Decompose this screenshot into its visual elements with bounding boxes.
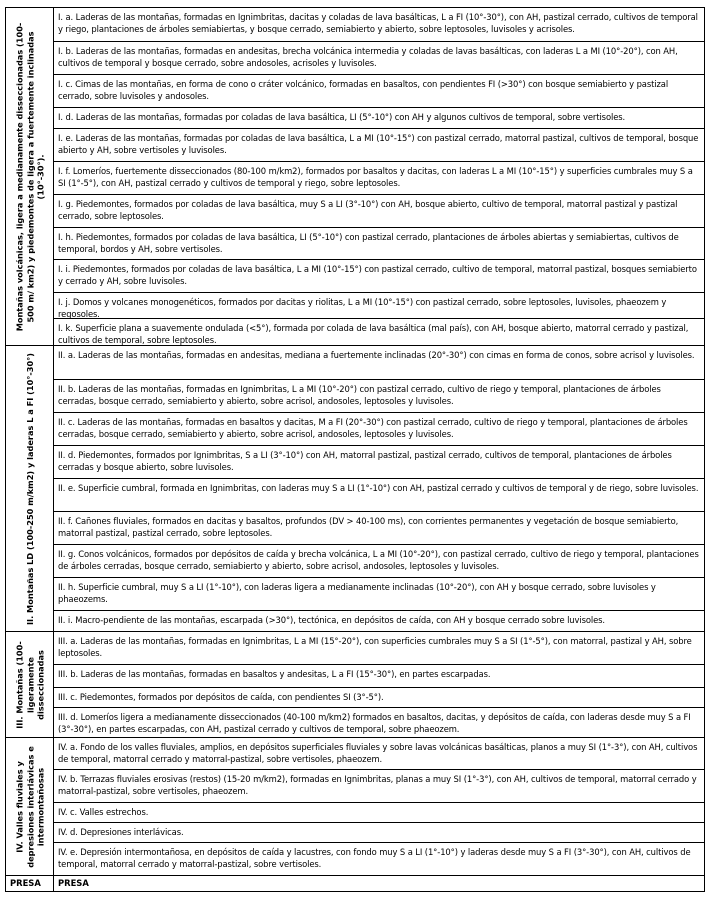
table-row: II. c. Laderas de las montañas, formadas en basaltos y dacitas, M a FI (20°-30°) con pastizal cerrado, cultivo de riego y temporal, plantaciones de árboles cerradas, bosque cerrado, semiabierto y abierto, sobre acrisol, andosoles, leptosoles y luvisoles. (54, 412, 704, 445)
table-row: II. e. Superficie cumbral, formada en Ignimbritas, con laderas muy S a LI (1°-10°) con AH, pastizal cerrado y cultivos de temporal y de riego, sobre luvisoles. (54, 478, 704, 511)
table-row: II. b. Laderas de las montañas, formadas en Ignimbritas, L a MI (10°-20°) con pastizal cerrado, cultivo de riego y temporal, plantaciones de árboles cerradas, bosque cerrado, semiabierto y abierto, sobre acrisol, andosoles, leptosoles y luvisoles. (54, 379, 704, 412)
table-row: II. a. Laderas de las montañas, formadas en andesitas, mediana a fuertemente inclinadas (20°-30°) con cimas en forma de conos, sobre acrisol y luvisoles. (58, 350, 695, 360)
group-label: Montañas volcánicas, ligera a medianamente disseccionadas (100-500 m/ km2) y piedemontes de ligera a fuertemente inclinadas (10°-30°). (13, 22, 45, 331)
table-row: I. e. Laderas de las montañas, formadas por coladas de lava basáltica, L a MI (10°-15°) con pastizal cerrado, matorral pastizal, cultivos de temporal, bosque abierto y AH, sobre vertisoles y luvisoles. (54, 128, 704, 161)
table-row: II. i. Macro-pendiente de las montañas, escarpada (>30°), tectónica, en depósitos de caída, con AH y bosque cerrado sobre luvisoles. (54, 610, 704, 632)
group-label-cell (6, 632, 54, 737)
group-rows (54, 632, 704, 737)
table-row: III. a. Laderas de las montañas, formadas en Ignimbritas, L a MI (15°-20°), con superficies cumbrales muy S a SI (1°-5°), con matorral, pastizal y AH, sobre leptosoles. (58, 636, 692, 658)
table-row: III. c. Piedemontes, formados por depósitos de caída, con pendientes SI (3°-5°). (54, 687, 704, 707)
table-row: I. k. Superficie plana a suavemente ondulada (<5°), formada por colada de lava basáltica (mal país), con AH, bosque abierto, matorral cerrado y pastizal, cultivos de temporal, sobre leptosoles. (54, 318, 704, 345)
table-row: IV. e. Depresión intermontañosa, en depósitos de caída y lacustres, con fondo muy S a LI (1°-10°) y laderas desde muy S a FI (3°-30°), con AH, cultivos de temporal, matorral cerrado y matorral-pastizal, sobre vertisoles. (54, 842, 704, 876)
group-label: II. Montañas LD (100-250 m/km2) y laderas L a FI (10°-30°) (24, 352, 35, 625)
table-row: II. f. Cañones fluviales, formados en dacitas y basaltos, profundos (DV > 40-100 ms), con corrientes permanentes y vegetación de bosque semiabierto, matorral pastizal, pastizal cerrado, sobre leptosoles. (54, 511, 704, 544)
group-iv (6, 737, 704, 875)
table-row: I. h. Piedemontes, formados por coladas de lava basáltica, LI (5°-10°) con pastizal cerrado, plantaciones de árboles abiertas y semiabiertas, cultivos de temporal, bordos y AH, sobre vertisoles. (54, 227, 704, 259)
table-row: IV. b. Terrazas fluviales erosivas (restos) (15-20 m/km2), formadas en Ignimbritas, planas a muy SI (1°-3°), con AH, cultivos de temporal, matorral cerrado y matorral-pastizal, sobre vertisoles, phaeozem. (54, 769, 704, 802)
table-row: I. b. Laderas de las montañas, formadas en andesitas, brecha volcánica intermedia y coladas de lavas basálticas, con laderas L a MI (10°-20°), con AH, cultivos de temporal y bosque cerrado, sobre andosoles, acrisoles y luvisoles. (54, 41, 704, 74)
table-row: IV. d. Depresiones interlávicas. (54, 822, 704, 842)
table-row: I. d. Laderas de las montañas, formadas por coladas de lava basáltica, LI (5°-10°) con AH y algunos cultivos de temporal, sobre vertisoles. (54, 107, 704, 128)
table-row: I. a. Laderas de las montañas, formadas en Ignimbritas, dacitas y coladas de lava basálticas, L a FI (10°-30°), con AH, pastizal cerrado, cultivos de temporal y riego, plantaciones de árboles semiabiertas, y bosque cerrado, semiabierto y abierto, sobre leptosoles, luvisoles y acrisoles. (58, 12, 698, 34)
group-rows (54, 346, 704, 631)
presa-label: PRESA (6, 876, 54, 891)
group-label-cell (6, 738, 54, 875)
table-row: IV. c. Valles estrechos. (54, 802, 704, 822)
table-row: II. g. Conos volcánicos, formados por depósitos de caída y brecha volcánica, L a MI (10°-20°), con pastizal cerrado, cultivo de riego y temporal, plantaciones de árboles cerradas, bosque cerrado, semiabierto y abierto, sobre acrisol, andosoles, leptosoles y luvisoles. (54, 544, 704, 577)
group-label-cell (6, 346, 54, 631)
table-row: I. i. Piedemontes, formados por coladas de lava basáltica, L a MI (10°-15°) con pastizal cerrado, cultivo de temporal, matorral pastizal, bosques semiabierto y cerrado y AH, sobre luvisoles. (54, 259, 704, 292)
group-iii (6, 631, 704, 737)
group-i (6, 8, 704, 345)
table-row: III. d. Lomeríos ligera a medianamente disseccionados (40-100 m/km2) formados en basaltos, dacitas, y depósitos de caída, con laderas desde muy S a FI (3°-30°), en partes escarpadas, con AH, pastizal cerrado y cultivos de temporal, sobre phaeozem. (54, 707, 704, 738)
group-rows (54, 738, 704, 875)
table-row: III. b. Laderas de las montañas, formadas en basaltos y andesitas, L a FI (15°-30°), en partes escarpadas. (54, 664, 704, 687)
table-row: I. f. Lomeríos, fuertemente disseccionados (80-100 m/km2), formados por basaltos y dacitas, con laderas L a MI (10°-15°) y superficies cumbrales muy S a SI (1°-5°), con AH, pastizal cerrado y cultivos de temporal y riego, sobre leptosoles. (54, 161, 704, 194)
table-row: I. j. Domos y volcanes monogenéticos, formados por dacitas y riolitas, L a MI (10°-15°) con pastizal cerrado, sobre leptosoles, luvisoles, phaeozem y regosoles. (54, 292, 704, 318)
table-row: II. h. Superficie cumbral, muy S a LI (1°-10°), con laderas ligera a medianamente inclinadas (10°-20°), con AH y bosque cerrado, sobre luvisoles y phaeozems. (54, 577, 704, 610)
table-row: I. c. Cimas de las montañas, en forma de cono o cráter volcánico, formadas en basaltos, con pendientes FI (>30°) con bosque semiabierto y pastizal cerrado, sobre luvisoles y andosoles. (54, 74, 704, 107)
group-label-cell (6, 8, 54, 345)
table-row: IV. a. Fondo de los valles fluviales, amplios, en depósitos superficiales fluviales y sobre lavas volcánicas basálticas, planos a muy SI (1°-3°), con AH, cultivos de temporal, matorral cerrado y matorral-pastizal, sobre vertisoles, phaeozem. (58, 742, 698, 764)
legend-table (5, 7, 705, 892)
presa-text: PRESA (58, 878, 89, 888)
group-label: IV. Valles fluviales y depresiones interlávicas e intermontañosas (13, 745, 45, 868)
group-presa (6, 875, 704, 891)
table-row: I. g. Piedemontes, formados por coladas de lava basáltica, muy S a LI (3°-10°) con AH, bosque abierto, cultivo de temporal, matorral pastizal y pastizal cerrado, sobre leptosoles. (54, 194, 704, 227)
group-rows (54, 8, 704, 345)
group-ii (6, 345, 704, 631)
table-row: II. d. Piedemontes, formados por Ignimbritas, S a LI (3°-10°) con AH, matorral pastizal, pastizal cerrado, cultivos de temporal, plantaciones de árboles cerradas y bosque abierto, sobre luvisoles. (54, 445, 704, 478)
group-label: III. Montañas (100- ligeramente disseccionadas (13, 640, 45, 729)
